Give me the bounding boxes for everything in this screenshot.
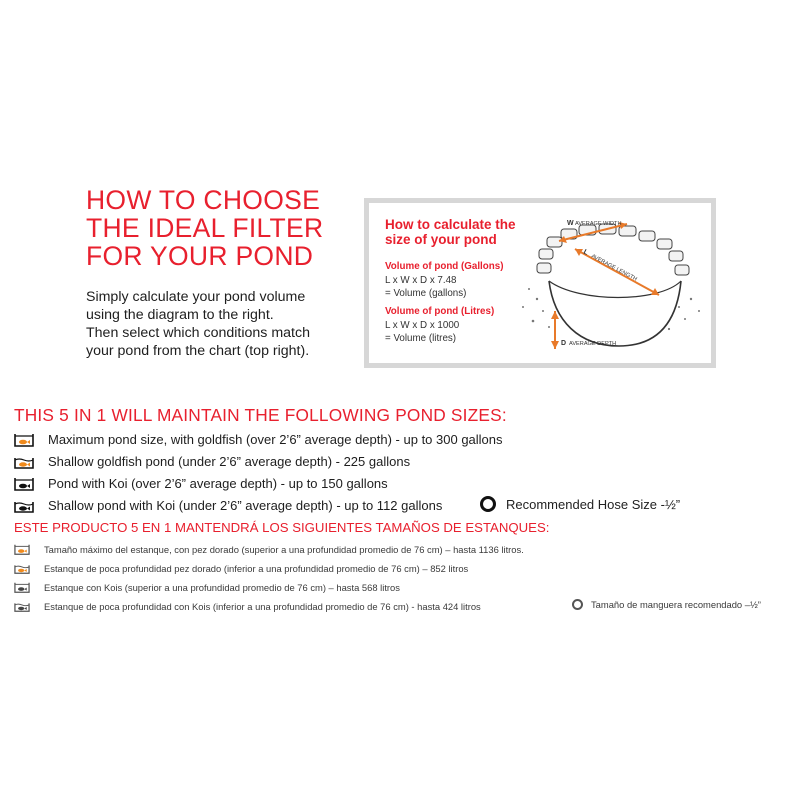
shallow-goldfish-pond-icon <box>14 563 30 574</box>
deep-goldfish-pond-icon <box>14 544 30 555</box>
deep-goldfish-pond-icon <box>14 433 34 447</box>
depth-label: AVERAGE DEPTH <box>569 341 617 347</box>
diagram-title-line-2: size of your pond <box>385 232 497 247</box>
width-label: AVERAGE WIDTH <box>575 221 622 227</box>
english-item-3 <box>14 476 388 491</box>
pond-illustration <box>509 211 714 363</box>
heading-line-2: THE IDEAL FILTER <box>86 213 324 243</box>
pond-volume-diagram <box>364 198 716 368</box>
heading-line-3: FOR YOUR POND <box>86 241 314 271</box>
english-section-title: THIS 5 IN 1 WILL MAINTAIN THE FOLLOWING POND SIZES: <box>14 405 507 425</box>
deep-koi-pond-icon <box>14 477 34 491</box>
spanish-item-4 <box>14 601 481 612</box>
hose-ring-icon <box>572 599 583 610</box>
spanish-hose-value: ½” <box>749 599 761 610</box>
shallow-koi-pond-icon <box>14 601 30 612</box>
english-item-4-label: Shallow pond with Koi (under 2’6” average depth) - up to 112 gallons <box>48 498 443 513</box>
gallons-result: = Volume (gallons) <box>385 288 467 299</box>
length-label: AVERAGE LENGTH <box>590 253 638 283</box>
litres-formula: L x W x D x 1000 <box>385 320 460 331</box>
english-hose-size <box>480 496 680 512</box>
english-item-1-label: Maximum pond size, with goldfish (over 2’6” average depth) - up to 300 gallons <box>48 432 503 447</box>
gallons-formula: L x W x D x 7.48 <box>385 275 457 286</box>
length-letter: L <box>582 248 590 257</box>
intro-line-1: Simply calculate your pond volume <box>86 289 306 305</box>
diagram-title <box>385 217 516 247</box>
depth-letter: D <box>561 340 567 347</box>
intro-line-2: using the diagram to the right. <box>86 307 274 323</box>
shallow-koi-pond-icon <box>14 499 34 513</box>
intro-paragraph <box>86 288 310 360</box>
english-item-4 <box>14 498 442 513</box>
spanish-item-3-label: Estanque con Kois (superior a una profundidad promedio de 76 cm) – hasta 568 litros <box>44 582 400 593</box>
spanish-hose-size <box>572 599 761 610</box>
litres-result: = Volume (litres) <box>385 333 457 344</box>
spanish-hose-label: Tamaño de manguera recomendado – <box>591 599 750 610</box>
spanish-item-1 <box>14 544 524 555</box>
english-hose-label: Recommended Hose Size - <box>506 496 665 512</box>
spanish-item-1-label: Tamaño máximo del estanque, con pez dorado (superior a una profundidad promedio de 76 cm) – hasta 1136 litros. <box>44 544 524 555</box>
english-item-1 <box>14 432 503 447</box>
spanish-item-3 <box>14 582 400 593</box>
shallow-goldfish-pond-icon <box>14 455 34 469</box>
spanish-item-2 <box>14 563 468 574</box>
gallons-title: Volume of pond (Gallons) <box>385 261 504 272</box>
spanish-item-2-label: Estanque de poca profundidad pez dorado (inferior a una profundidad promedio de 76 cm) – 852 litros <box>44 563 469 574</box>
diagram-title-line-1: How to calculate the <box>385 217 516 232</box>
intro-line-3: Then select which conditions match <box>86 325 310 341</box>
intro-line-4: your pond from the chart (top right). <box>86 343 310 359</box>
english-item-3-label: Pond with Koi (over 2’6” average depth) - up to 150 gallons <box>48 476 388 491</box>
page-heading <box>86 186 323 270</box>
spanish-section-title: ESTE PRODUCTO 5 EN 1 MANTENDRÁ LOS SIGUIENTES TAMAÑOS DE ESTANQUES: <box>14 520 550 535</box>
spanish-item-4-label: Estanque de poca profundidad con Kois (inferior a una profundidad promedio de 76 cm) - hasta 424 litros <box>44 601 481 612</box>
hose-ring-icon <box>480 496 496 512</box>
width-letter: W <box>567 220 574 227</box>
english-item-2-label: Shallow goldfish pond (under 2’6” average depth) - 225 gallons <box>48 454 411 469</box>
deep-koi-pond-icon <box>14 582 30 593</box>
english-item-2 <box>14 454 410 469</box>
english-hose-value: ½” <box>664 496 681 512</box>
heading-line-1: HOW TO CHOOSE <box>86 185 321 215</box>
litres-title: Volume of pond (Litres) <box>385 306 495 317</box>
